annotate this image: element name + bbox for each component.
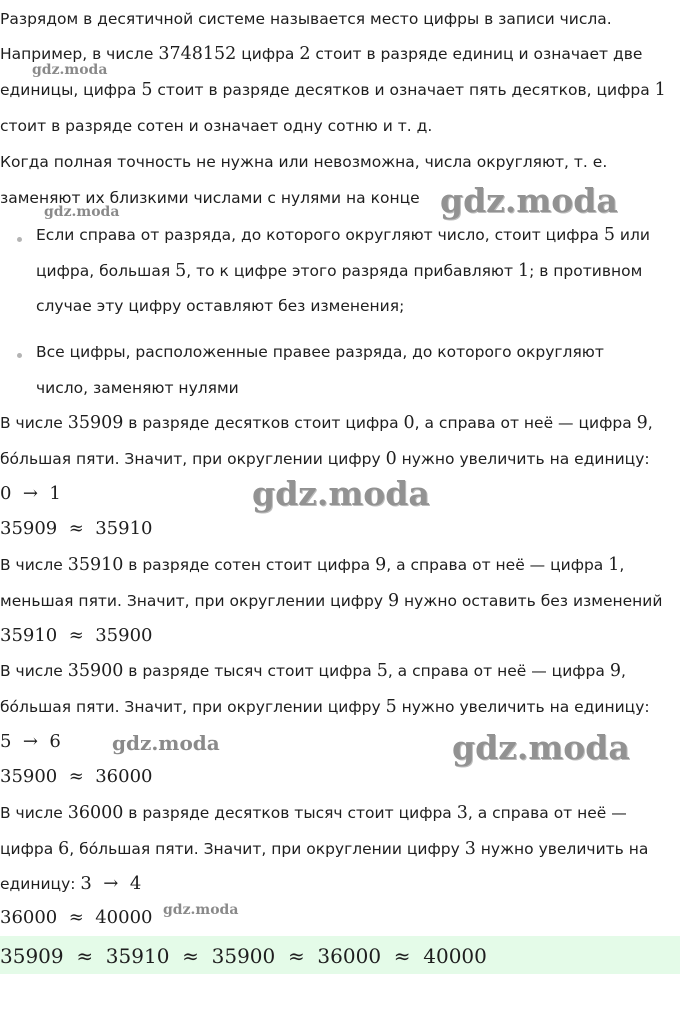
rule-1-line-1: Если справа от разряда, до которого округляют число, стоит цифра 5 или: [36, 225, 650, 245]
example-line-1: Например, в числе 3748152 цифра 2 стоит в разряде единиц и означает две: [0, 44, 643, 64]
rule-1-line-3: случае эту цифру оставляют без изменения;: [36, 297, 405, 315]
step-1-digit-change: 0 → 1: [0, 483, 61, 504]
step-3-digit-change: 5 → 6: [0, 731, 61, 752]
step-4-line-2: цифра 6, бо́льшая пяти. Значит, при округлении цифру 3 нужно увеличить на: [0, 839, 649, 859]
watermark-logo: gdz.moda: [44, 204, 120, 220]
watermark-logo: gdz.moda: [452, 728, 630, 767]
rule-1-line-2: цифра, большая 5, то к цифре этого разряда прибавляют 1; в противном: [36, 261, 643, 281]
step-4-line-1: В числе 36000 в разряде десятков тысяч стоит цифра 3, а справа от неё —: [0, 803, 627, 823]
example-line-2: единицы, цифра 5 стоит в разряде десятков и означает пять десятков, цифра 1: [0, 80, 666, 100]
step-1-approx: 35909 ≈ 35910: [0, 518, 153, 539]
definition-line: Разрядом в десятичной системе называется место цифры в записи числа.: [0, 10, 612, 28]
watermark-logo: gdz.moda: [252, 474, 430, 513]
step-3-line-2: бо́льшая пяти. Значит, при округлении цифру 5 нужно увеличить на единицу:: [0, 697, 650, 717]
step-2-approx: 35910 ≈ 35900: [0, 625, 153, 646]
watermark-logo: gdz.moda: [440, 181, 618, 220]
watermark-logo: gdz.moda: [163, 902, 239, 918]
rule-2-line-2: число, заменяют нулями: [36, 379, 239, 397]
step-2-line-1: В числе 35910 в разряде сотен стоит цифра 9, а справа от неё — цифра 1,: [0, 555, 625, 575]
bullet-dot: [17, 237, 22, 242]
step-3-line-1: В числе 35900 в разряде тысяч стоит цифра 5, а справа от неё — цифра 9,: [0, 661, 626, 681]
watermark-logo: gdz.moda: [112, 731, 220, 755]
step-4-line-3: единицу: 3 → 4: [0, 873, 142, 894]
example-line-3: стоит в разряде сотен и означает одну сотню и т. д.: [0, 117, 433, 135]
step-4-approx: 36000 ≈ 40000: [0, 907, 153, 928]
bullet-dot: [17, 353, 22, 358]
step-1-line-2: бо́льшая пяти. Значит, при округлении цифру 0 нужно увеличить на единицу:: [0, 449, 650, 469]
step-2-line-2: меньшая пяти. Значит, при округлении цифру 9 нужно оставить без изменений: [0, 591, 663, 611]
rounding-intro-line-2: заменяют их близкими числами с нулями на конце: [0, 189, 420, 207]
step-1-line-1: В числе 35909 в разряде десятков стоит цифра 0, а справа от неё — цифра 9,: [0, 413, 653, 433]
watermark-logo: gdz.moda: [32, 62, 108, 78]
rounding-intro-line-1: Когда полная точность не нужна или невозможна, числа округляют, т. е.: [0, 153, 608, 171]
rule-2-line-1: Все цифры, расположенные правее разряда, до которого округляют: [36, 343, 604, 361]
step-3-approx: 35900 ≈ 36000: [0, 766, 153, 787]
final-result: 35909 ≈ 35910 ≈ 35900 ≈ 36000 ≈ 40000: [0, 944, 487, 968]
